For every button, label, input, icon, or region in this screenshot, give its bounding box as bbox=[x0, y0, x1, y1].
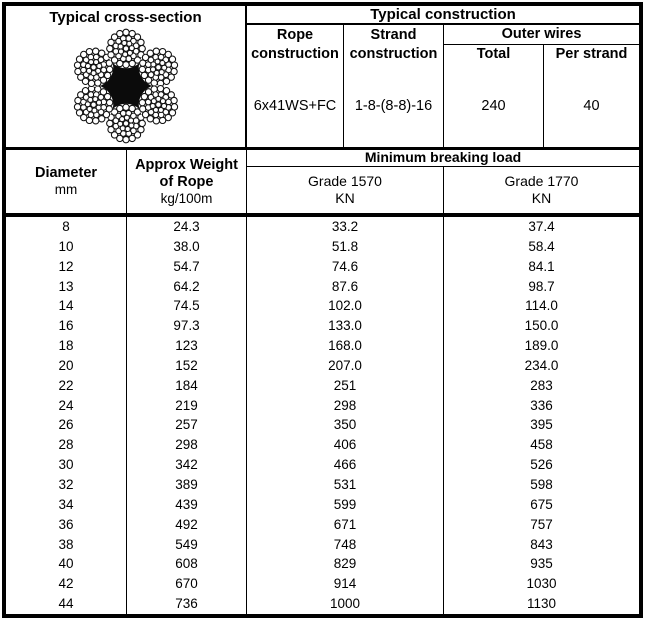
rope-construction-value: 6x41WS+FC bbox=[247, 65, 344, 147]
table-cell-grade_1570_kn: 87.6 bbox=[247, 277, 444, 297]
weight-unit: kg/100m bbox=[160, 190, 213, 206]
table-cell-weight_kg_per_100m: 736 bbox=[127, 594, 247, 614]
cross-section-title: Typical cross-section bbox=[49, 9, 202, 26]
table-cell-diameter_mm: 22 bbox=[6, 376, 127, 396]
weight-header-cell bbox=[127, 150, 247, 213]
outer-wires-subheaders bbox=[444, 45, 639, 65]
outer-wires-group bbox=[444, 25, 639, 65]
table-cell-weight_kg_per_100m: 219 bbox=[127, 396, 247, 416]
table-cell-grade_1770_kn: 395 bbox=[530, 417, 553, 433]
table-cell-grade_1770_kn: 84.1 bbox=[528, 258, 555, 274]
table-cell-weight_kg_per_100m: 152 bbox=[127, 356, 247, 376]
table-cell-grade_1570_kn: 350 bbox=[247, 415, 444, 435]
strand-construction-header: Strand construction bbox=[344, 25, 444, 65]
table-cell-weight_kg_per_100m: 24.3 bbox=[127, 217, 247, 237]
table-cell-diameter_mm: 14 bbox=[6, 296, 127, 316]
table-cell-weight_kg_per_100m: 123 bbox=[127, 336, 247, 356]
grade-1770-header-cell bbox=[444, 167, 639, 213]
strand-construction-value: 1-8-(8-8)-16 bbox=[344, 65, 444, 147]
grade-1570-header-cell bbox=[247, 167, 444, 213]
table-cell-grade_1770_kn: 843 bbox=[530, 536, 553, 552]
weight-header-line1: Approx Weight bbox=[135, 156, 238, 173]
table-cell-weight_kg_per_100m: 389 bbox=[127, 475, 247, 495]
table-cell-diameter_mm: 40 bbox=[6, 554, 127, 574]
table-cell-diameter_mm: 18 bbox=[6, 336, 127, 356]
table-cell-grade_1570_kn: 207.0 bbox=[247, 356, 444, 376]
top-section bbox=[6, 6, 639, 150]
table-cell-weight_kg_per_100m: 38.0 bbox=[127, 237, 247, 257]
rope-construction-header: Rope construction bbox=[247, 25, 344, 65]
table-cell-grade_1570_kn: 133.0 bbox=[247, 316, 444, 336]
total-header: Total bbox=[444, 45, 544, 65]
table-cell-diameter_mm: 20 bbox=[6, 356, 127, 376]
table-cell-diameter_mm: 34 bbox=[6, 495, 127, 515]
table-cell-grade_1770_kn: 58.4 bbox=[528, 238, 555, 254]
wire-rope-diagram bbox=[68, 27, 184, 145]
diameter-header-cell bbox=[6, 150, 127, 213]
table-cell-grade_1570_kn: 466 bbox=[247, 455, 444, 475]
table-cell-grade_1770_kn: 526 bbox=[530, 457, 553, 473]
table-cell-diameter_mm: 12 bbox=[6, 257, 127, 277]
table-cell-grade_1770_kn: 1030 bbox=[526, 576, 557, 592]
table-cell-grade_1770_kn: 114.0 bbox=[525, 298, 558, 314]
table-cell-grade_1770_kn: 675 bbox=[530, 496, 553, 512]
table-cell-grade_1570_kn: 33.2 bbox=[247, 217, 444, 237]
breaking-load-header: Minimum breaking load bbox=[247, 150, 639, 167]
table-cell-diameter_mm: 24 bbox=[6, 396, 127, 416]
grade-1570-label: Grade 1570 bbox=[308, 173, 382, 189]
table-cell-grade_1770_kn: 757 bbox=[530, 516, 553, 532]
table-cell-diameter_mm: 30 bbox=[6, 455, 127, 475]
table-cell-grade_1570_kn: 671 bbox=[247, 515, 444, 535]
weight-header-line2: of Rope bbox=[159, 173, 214, 190]
table-cell-diameter_mm: 32 bbox=[6, 475, 127, 495]
table-cell-grade_1570_kn: 298 bbox=[247, 396, 444, 416]
table-cell-grade_1570_kn: 251 bbox=[247, 376, 444, 396]
table-cell-weight_kg_per_100m: 54.7 bbox=[127, 257, 247, 277]
table-cell-grade_1770_kn: 98.7 bbox=[528, 278, 555, 294]
table-cell-grade_1570_kn: 74.6 bbox=[247, 257, 444, 277]
table-cell-diameter_mm: 36 bbox=[6, 515, 127, 535]
table-cell-grade_1570_kn: 748 bbox=[247, 535, 444, 555]
table-cell-grade_1570_kn: 829 bbox=[247, 554, 444, 574]
table-cell-weight_kg_per_100m: 74.5 bbox=[127, 296, 247, 316]
table-cell-grade_1570_kn: 531 bbox=[247, 475, 444, 495]
table-cell-grade_1770_kn: 458 bbox=[530, 437, 553, 453]
construction-title: Typical construction bbox=[247, 6, 639, 25]
table-cell-weight_kg_per_100m: 492 bbox=[127, 515, 247, 535]
table-cell-grade_1570_kn: 599 bbox=[247, 495, 444, 515]
construction-section bbox=[247, 6, 639, 147]
construction-values bbox=[247, 65, 639, 147]
table-cell-grade_1770_kn: 37.4 bbox=[528, 219, 555, 234]
table-cell-grade_1770_kn: 598 bbox=[530, 476, 553, 492]
outer-wires-header: Outer wires bbox=[444, 25, 639, 45]
table-header-band bbox=[6, 150, 639, 217]
table-cell-grade_1770_kn: 336 bbox=[530, 397, 553, 413]
table-cell-diameter_mm: 44 bbox=[6, 594, 127, 614]
table-cell-grade_1770_kn: 283 bbox=[530, 377, 553, 393]
table-cell-diameter_mm: 10 bbox=[6, 237, 127, 257]
data-grid bbox=[6, 217, 639, 614]
table-cell-grade_1770_kn: 189.0 bbox=[524, 338, 559, 354]
diameter-header: Diameter bbox=[34, 165, 98, 181]
outer-wires-total-value: 240 bbox=[444, 65, 544, 147]
table-cell-grade_1770_kn: 150.0 bbox=[524, 318, 559, 334]
table-cell-diameter_mm: 38 bbox=[6, 535, 127, 555]
table-cell-weight_kg_per_100m: 257 bbox=[127, 415, 247, 435]
table-cell-grade_1570_kn: 1000 bbox=[247, 594, 444, 614]
table-cell-grade_1570_kn: 51.8 bbox=[247, 237, 444, 257]
construction-headers bbox=[247, 25, 639, 65]
table-cell-diameter_mm: 42 bbox=[6, 574, 127, 594]
grade-1770-unit: KN bbox=[531, 190, 552, 206]
grade-1770-label: Grade 1770 bbox=[504, 173, 579, 189]
table-cell-grade_1570_kn: 914 bbox=[247, 574, 444, 594]
table-cell-weight_kg_per_100m: 184 bbox=[127, 376, 247, 396]
table-cell-weight_kg_per_100m: 549 bbox=[127, 535, 247, 555]
outer-wires-per-strand-value: 40 bbox=[583, 98, 600, 114]
table-cell-grade_1770_kn: 234.0 bbox=[524, 357, 559, 373]
table-cell-weight_kg_per_100m: 439 bbox=[127, 495, 247, 515]
table-cell-grade_1770_kn: 1130 bbox=[526, 596, 557, 612]
table-cell-diameter_mm: 26 bbox=[6, 415, 127, 435]
table-cell-diameter_mm: 13 bbox=[6, 277, 127, 297]
cross-section-cell bbox=[6, 6, 247, 147]
table-cell-grade_1770_kn: 935 bbox=[530, 556, 553, 572]
table-cell-diameter_mm: 8 bbox=[6, 217, 127, 237]
specification-sheet bbox=[2, 2, 643, 618]
table-cell-grade_1570_kn: 406 bbox=[247, 435, 444, 455]
breaking-load-group bbox=[247, 150, 639, 213]
per-strand-header: Per strand bbox=[555, 46, 628, 62]
table-cell-weight_kg_per_100m: 298 bbox=[127, 435, 247, 455]
table-cell-weight_kg_per_100m: 670 bbox=[127, 574, 247, 594]
table-cell-grade_1570_kn: 102.0 bbox=[247, 296, 444, 316]
grade-1570-unit: KN bbox=[335, 190, 355, 206]
rope-cross-section-image bbox=[68, 27, 184, 145]
table-cell-grade_1570_kn: 168.0 bbox=[247, 336, 444, 356]
table-cell-weight_kg_per_100m: 342 bbox=[127, 455, 247, 475]
table-cell-weight_kg_per_100m: 64.2 bbox=[127, 277, 247, 297]
diameter-unit: mm bbox=[54, 182, 78, 197]
table-cell-diameter_mm: 16 bbox=[6, 316, 127, 336]
table-cell-weight_kg_per_100m: 608 bbox=[127, 554, 247, 574]
table-cell-weight_kg_per_100m: 97.3 bbox=[127, 316, 247, 336]
table-cell-diameter_mm: 28 bbox=[6, 435, 127, 455]
grade-subheaders bbox=[247, 167, 639, 213]
